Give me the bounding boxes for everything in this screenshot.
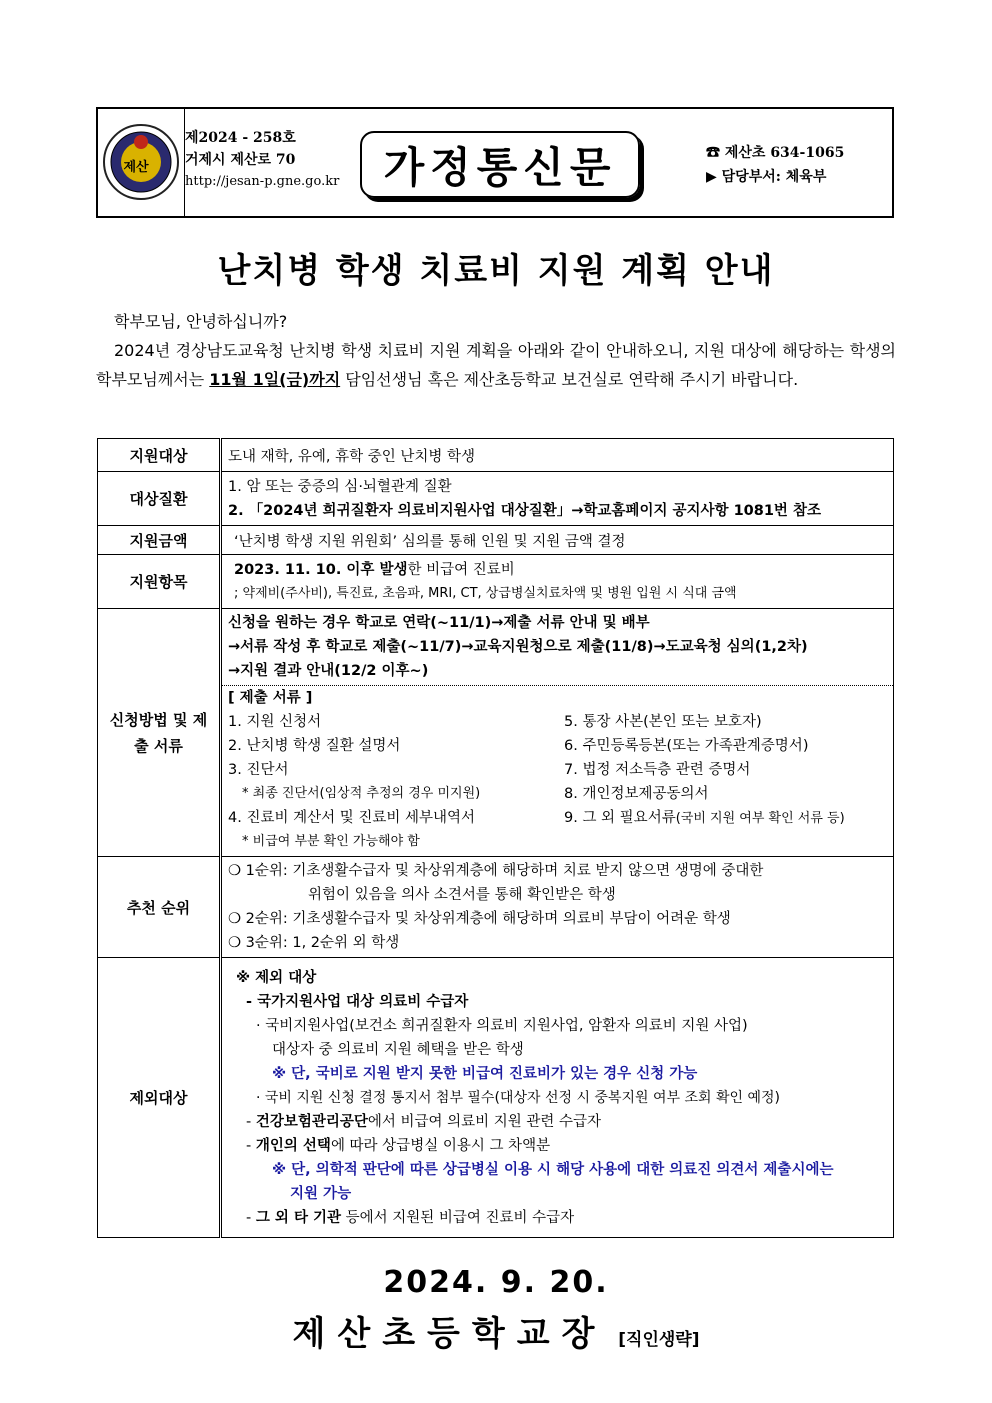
doc-item: 3. 진단서 [228, 762, 289, 778]
doc-item [564, 806, 845, 831]
excl-1a: · 국비지원사업(보건소 희귀질환자 의료비 지원사업, 암환자 의료비 지원 사업) [256, 1017, 748, 1034]
doc-item: 6. 주민등록등본(또는 가족관계증명서) [564, 738, 809, 754]
doc-item: 1. 지원 신청서 [228, 714, 322, 730]
excl-4-rest: 등에서 지원된 비급여 진료비 수급자 [341, 1209, 575, 1226]
issue-date: 2024. 9. 20. [383, 1265, 609, 1300]
rank-2: ❍ 2순위: 기초생활수급자 및 차상위계층에 해당하며 의료비 부담이 어려운 학생 [228, 911, 731, 927]
table-row [98, 439, 894, 472]
docs-heading: [ 제출 서류 ] [228, 690, 313, 706]
contact-info [706, 141, 844, 189]
excl-3-bold: 개인의 선택 [255, 1137, 331, 1154]
table-row [98, 526, 894, 555]
excl-3-rest: 에 따라 상급병실 이용시 그 차액분 [330, 1137, 551, 1154]
excl-1c: ※ 단, 국비로 지원 받지 못한 비급여 진료비가 있는 경우 신청 가능 [272, 1065, 698, 1082]
doc-item: 5. 통장 사본(본인 또는 보호자) [564, 714, 762, 730]
info-table [97, 438, 894, 1238]
disease-cell [221, 472, 894, 526]
table-row [98, 609, 894, 857]
department: ▶ 담당부서: 체육부 [706, 169, 827, 185]
excl-heading: ※ 제외 대상 [236, 969, 317, 986]
excl-2: - 건강보험관리공단에서 비급여 의료비 지원 관련 수급자 [246, 1113, 602, 1130]
table-row [98, 857, 894, 958]
school-url[interactable]: http://jesan-p.gne.go.kr [185, 174, 340, 189]
docs-list [228, 710, 887, 854]
excl-3c: ※ 단, 의학적 판단에 따른 상급병실 이용 시 해당 사용에 대한 의료진 의견서 제출시에는 [272, 1161, 834, 1178]
phone-number: ☎ 제산초 634-1065 [706, 145, 845, 161]
target-value: 도내 재학, 유예, 휴학 중인 난치병 학생 [221, 439, 894, 472]
disease-1: 1. 암 또는 중증의 심·뇌혈관계 질환 [228, 478, 452, 495]
excl-2-bold: 건강보험관리공단 [255, 1113, 368, 1130]
intro-body-1: 2024년 경상남도교육청 난치병 학생 치료비 지원 계획을 아래와 같이 안내하오니, 지원 대상에 해당하는 학생의 학부모님께서는 [96, 341, 896, 389]
items-date: 2023. 11. 10. 이후 발생 [234, 561, 408, 578]
doc-item: 7. 법정 저소득층 관련 증명서 [564, 762, 751, 778]
intro-text [96, 307, 896, 394]
signature-line [0, 1306, 992, 1355]
items-desc: 한 비급여 진료비 [407, 561, 515, 578]
doc-item: 4. 진료비 계산서 및 진료비 세부내역서 [228, 810, 475, 826]
exclusion-cell [221, 958, 894, 1238]
items-label: 지원항목 [98, 555, 221, 609]
intro-body-2: 담임선생님 혹은 제산초등학교 보건실로 연락해 주시기 바랍니다. [340, 370, 799, 389]
school-logo [98, 109, 184, 216]
items-line-2: ; 약제비(주사비), 특진료, 초음파, MRI, CT, 상급병실치료차액 및 병원 입원 시 식대 금액 [234, 585, 737, 601]
seal-note: [직인생략] [618, 1330, 700, 1350]
school-address: 거제시 제산로 70 [185, 152, 296, 168]
doc-item: 8. 개인정보제공동의서 [564, 786, 709, 802]
table-row [98, 472, 894, 526]
school-logo-cell [98, 109, 185, 216]
method-3: →지원 결과 안내(12/2 이후~) [228, 663, 429, 679]
docs-col-right [564, 710, 845, 854]
exclusion-label: 제외대상 [98, 958, 221, 1238]
items-cell [221, 555, 894, 609]
doc-item: 2. 난치병 학생 질환 설명서 [228, 738, 401, 754]
method-label: 신청방법 및 제출 서류 [98, 609, 221, 857]
items-line-1 [234, 558, 887, 582]
target-label: 지원대상 [98, 439, 221, 472]
page-title: 난치병 학생 치료비 지원 계획 안내 [217, 251, 775, 291]
school-info [185, 127, 345, 193]
rank-1-cont: 위험이 있음을 의사 소견서를 통해 확인받은 학생 [308, 887, 616, 903]
disease-label: 대상질환 [98, 472, 221, 526]
letter-title: 가정통신문 [360, 131, 640, 198]
amount-value: ‘난치병 학생 지원 위원회’ 심의를 통해 인원 및 지원 금액 결정 [221, 526, 894, 555]
amount-label: 지원금액 [98, 526, 221, 555]
docs-col-left [228, 710, 564, 854]
excl-1d: · 국비 지원 신청 결정 통지서 첨부 필수(대상자 선정 시 중복지원 여부 조회 확인 예정) [256, 1089, 780, 1106]
rank-3: ❍ 3순위: 1, 2순위 외 학생 [228, 935, 400, 951]
disease-2: 2. 「2024년 희귀질환자 의료비지원사업 대상질환」→학교홈페이지 공지사항 1081번 참조 [228, 502, 822, 519]
excl-1b: 대상자 중 의료비 지원 혜택을 받은 학생 [272, 1041, 524, 1058]
school-principal: 제산초등학교장 [292, 1314, 607, 1354]
letter-header [96, 107, 894, 218]
excl-4: - 그 외 타 기관 등에서 지원된 비급여 진료비 수급자 [246, 1209, 575, 1226]
greeting: 학부모님, 안녕하십니까? [114, 312, 288, 331]
doc-number: 제2024 - 258호 [185, 130, 296, 146]
doc-9: 9. 그 외 필요서류 [564, 810, 676, 826]
excl-1: - 국가지원사업 대상 의료비 수급자 [246, 993, 469, 1010]
excl-3d: 지원 가능 [290, 1185, 352, 1202]
doc-note: * 비급여 부분 확인 가능해야 함 [242, 834, 420, 849]
logo-text: 제산 [123, 160, 149, 175]
doc-9-note: (국비 지원 여부 확인 서류 등) [675, 811, 845, 826]
doc-note: * 최종 진단서(임상적 추정의 경우 미지원) [242, 786, 481, 801]
table-row [98, 958, 894, 1238]
method-1: 신청을 원하는 경우 학교로 연락(~11/1)→제출 서류 안내 및 배부 [228, 615, 650, 631]
rank-cell [221, 857, 894, 958]
excl-4-bold: 그 외 타 기관 [255, 1209, 342, 1226]
rank-label: 추천 순위 [98, 857, 221, 958]
intro-paragraph [96, 336, 896, 394]
rank-1: ❍ 1순위: 기초생활수급자 및 차상위계층에 해당하며 치료 받지 않으면 생명에 중대한 [228, 863, 764, 879]
table-row [98, 555, 894, 609]
excl-2-rest: 에서 비급여 의료비 지원 관련 수급자 [367, 1113, 602, 1130]
deadline: 11월 1일(금)까지 [209, 370, 341, 389]
method-2: →서류 작성 후 학교로 제출(~11/7)→교육지원청으로 제출(11/8)→도교육청 심의(1,2차) [228, 639, 808, 655]
method-cell [221, 609, 894, 857]
excl-3: - 개인의 선택에 따라 상급병실 이용시 그 차액분 [246, 1137, 551, 1154]
